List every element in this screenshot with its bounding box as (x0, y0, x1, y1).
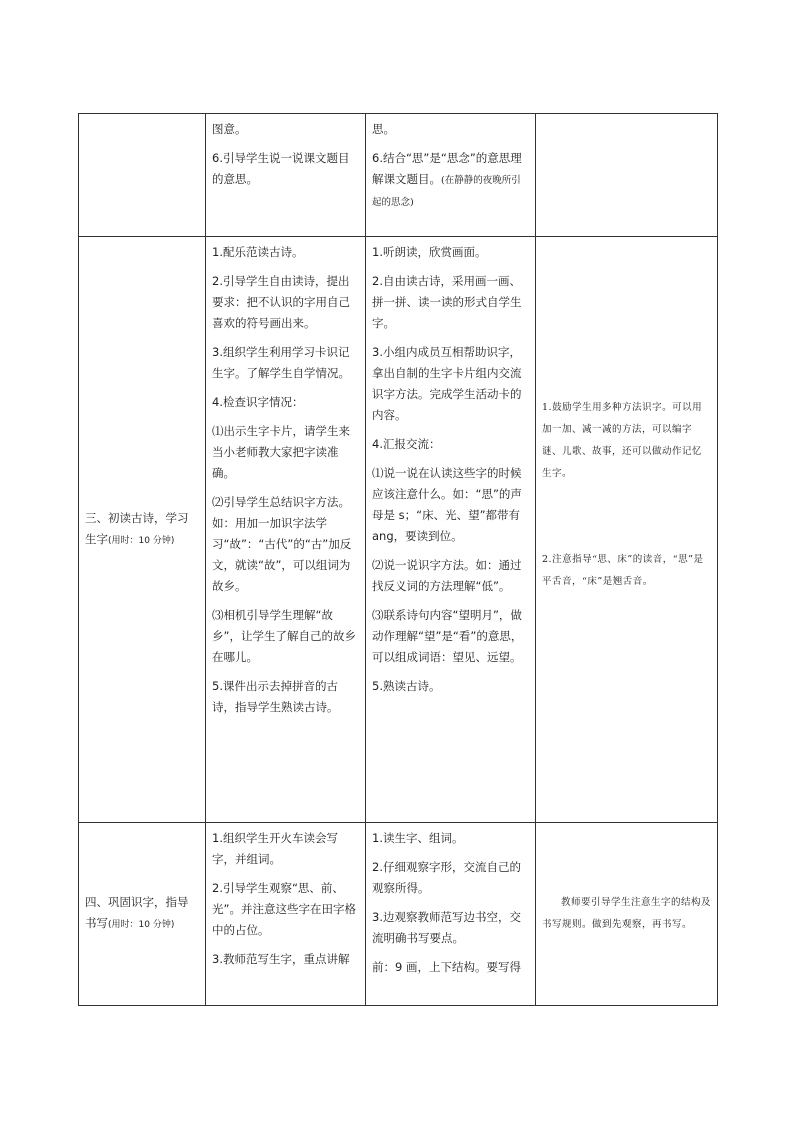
design-intent-cell (536, 823, 718, 1006)
teacher-step: 图意。 (212, 122, 247, 136)
teacher-step: ⑴出示生字卡片，请学生来当小老师教大家把字读准确。 (212, 424, 350, 480)
student-step: ⑶联系诗句内容“望明月”，做动作理解“望”是“看”的意思，可以组成词语：望见、远望。 (372, 608, 523, 664)
teacher-step: 3.组织学生利用学习卡识记生字。了解学生自学情况。 (212, 345, 350, 380)
teacher-activity-cell (206, 114, 366, 237)
teacher-activity-cell (206, 237, 366, 823)
student-activity-cell (366, 237, 536, 823)
stage-cell (79, 114, 206, 237)
design-note: 教师要引导学生注意生字的结构及书写规则。做到先观察，再书写。 (542, 896, 712, 930)
design-note: 2.注意指导“思、床”的读音，“思”是平舌音，“床”是翘舌音。 (542, 554, 704, 587)
student-step: 2.自由读古诗，采用画一画、拼一拼、读一读的形式自学生字。 (372, 274, 522, 330)
student-step: 3.边观察教师范写边书空，交流明确书写要点。 (372, 910, 521, 945)
stage-title: 三、初读古诗，学习生字 (85, 510, 189, 546)
teacher-step: 5.课件出示去掉拼音的古诗，指导学生熟读古诗。 (212, 679, 339, 714)
stage-time: (用时：10 分钟) (108, 920, 175, 930)
stage-title: 四、巩固识字，指导书写 (85, 895, 189, 930)
teacher-activity-cell (206, 823, 366, 1006)
design-intent-cell (536, 237, 718, 823)
student-activity-cell (366, 114, 536, 237)
design-note: 1.鼓励学生用多种方法识字。可以用加一加、减一减的方法，可以编字谜、儿歌、故事，还可以做动作记忆生字。 (542, 402, 703, 479)
student-step: ⑴说一说在认读这些字的时候应该注意什么。如：“思”的声母是 s；“床、光、望”都带有 ang，要读到位。 (372, 466, 522, 543)
student-step: 6.结合“思”是“思念”的意思理解课文题目。(在静静的夜晚所引起的思念) (372, 151, 522, 208)
student-step: ⑵说一说识字方法。如：通过找反义词的方法理解“低”。 (372, 558, 522, 593)
student-step: 2.仔细观察字形，交流自己的观察所得。 (372, 860, 521, 895)
table-row (79, 114, 718, 237)
teacher-step: 1.组织学生开火车读会写字，并组词。 (212, 831, 338, 866)
student-step: 5.熟读古诗。 (372, 679, 441, 693)
lesson-plan-table (78, 113, 718, 1006)
teacher-step: 2.引导学生观察“思、前、光”。并注意这些字在田字格中的占位。 (212, 881, 356, 937)
student-step: 3.小组内成员互相帮助识字，拿出自制的生字卡片组内交流识字方法。完成学生活动卡的内容。 (372, 345, 522, 422)
teacher-step: 1.配乐范读古诗。 (212, 245, 304, 259)
student-step: 思。 (372, 122, 395, 136)
table-row (79, 237, 718, 823)
handwritten-note: (在静静的夜晚所引起的思念) (372, 175, 521, 208)
teacher-step: ⑶相机引导学生理解“故乡”，让学生了解自己的故乡在哪儿。 (212, 608, 356, 664)
teacher-step: 4.检查识字情况： (212, 395, 304, 409)
stage-time: (用时：10 分钟) (108, 535, 175, 546)
student-step: 4.汇报交流： (372, 437, 441, 451)
teacher-step: 2.引导学生自由读诗，提出要求：把不认识的字用自己喜欢的符号画出来。 (212, 274, 350, 330)
table-row (79, 823, 718, 1006)
teacher-step: ⑵引导学生总结识字方法。如：用加一加识字法学习“故”：“古代”的“古”加反文，就读“故”，可以组词为故乡。 (212, 495, 352, 593)
student-step: 1.读生字、组词。 (372, 831, 464, 845)
design-intent-cell (536, 114, 718, 237)
stage-cell (79, 237, 206, 823)
student-step: 前：9 画，上下结构。要写得 (372, 960, 521, 974)
student-step: 1.听朗读，欣赏画面。 (372, 245, 487, 259)
stage-cell (79, 823, 206, 1006)
teacher-step: 3.教师范写生字，重点讲解 (212, 952, 350, 966)
teacher-step: 6.引导学生说一说课文题目的意思。 (212, 151, 350, 186)
student-activity-cell (366, 823, 536, 1006)
